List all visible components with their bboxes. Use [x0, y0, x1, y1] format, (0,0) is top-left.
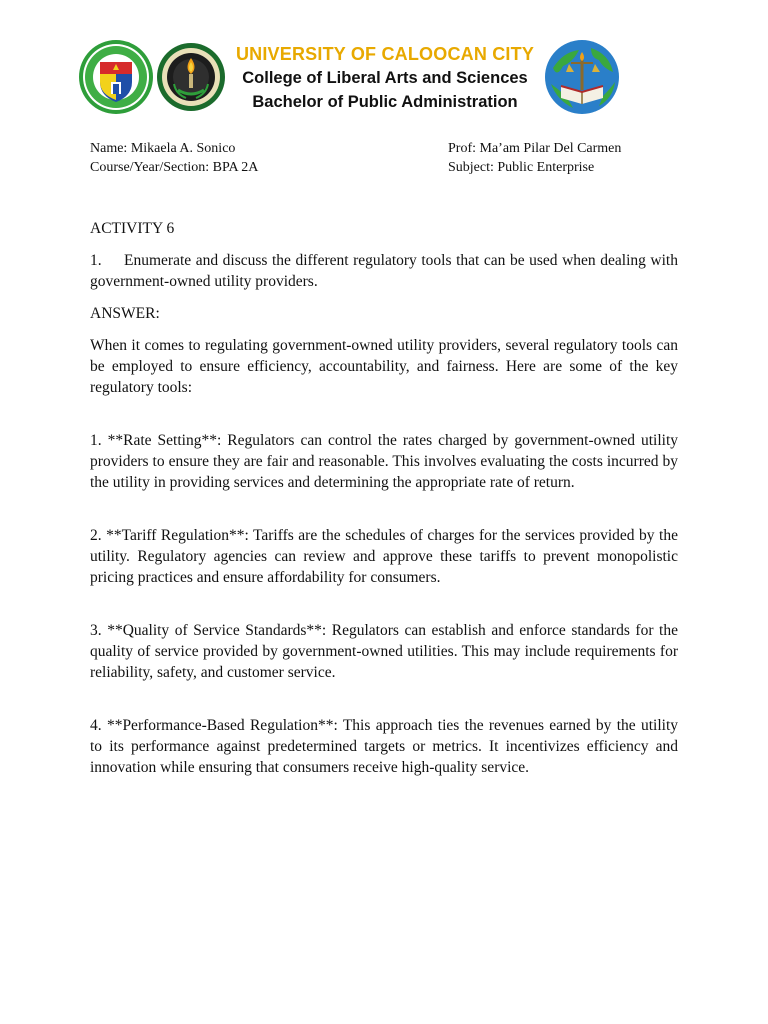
- activity-title: ACTIVITY 6: [90, 220, 175, 237]
- bpa-globe-logo: [543, 38, 621, 116]
- document-body: [90, 218, 678, 810]
- subject-name: Subject: Public Enterprise: [448, 160, 595, 175]
- college-name: College of Liberal Arts and Sciences: [242, 69, 528, 87]
- course-year-section: Course/Year/Section: BPA 2A: [90, 160, 259, 175]
- document-header: [228, 42, 542, 114]
- course-info: [448, 139, 621, 177]
- clas-seal-logo: [156, 40, 226, 114]
- tool-paragraph-quality-standards: 3. **Quality of Service Standards**: Regulators can establish and enforce standards for the quality of service provided by government-owned utilities. This may include requirements for reliability, safety, and customer service.: [90, 622, 678, 681]
- program-name: Bachelor of Public Administration: [252, 93, 518, 111]
- professor-name: Prof: Ma’am Pilar Del Carmen: [448, 141, 622, 156]
- student-info: [90, 139, 258, 177]
- question-text: Enumerate and discuss the different regulatory tools that can be used when dealing with government-owned utility providers.: [90, 252, 678, 290]
- tool-paragraph-tariff-regulation: 2. **Tariff Regulation**: Tariffs are the schedules of charges for the services provided by the utility. Regulatory agencies can review and approve these tariffs to prevent monopolistic pricing practices and ensure affordability for consumers.: [90, 527, 678, 586]
- student-name: Name: Mikaela A. Sonico: [90, 141, 236, 156]
- answer-heading: ANSWER:: [90, 305, 160, 322]
- question: [90, 250, 678, 292]
- tool-paragraph-rate-setting: 1. **Rate Setting**: Regulators can control the rates charged by government-owned utility providers to ensure they are fair and reasonable. This involves evaluating the costs incurred by the utility in providing services and determining the appropriate rate of return.: [90, 432, 678, 491]
- answer-intro: When it comes to regulating government-owned utility providers, several regulatory tools can be employed to ensure efficiency, accountability, and fairness. Here are some of the key regulatory tools:: [90, 337, 678, 396]
- tool-paragraph-performance-based: 4. **Performance-Based Regulation**: This approach ties the revenues earned by the utility to its performance against predetermined targets or metrics. It incentivizes efficiency and innovation while ensuring that consumers receive high-quality service.: [90, 717, 678, 776]
- question-number: 1.: [90, 252, 102, 269]
- university-seal-logo: [78, 38, 154, 116]
- university-name: UNIVERSITY OF CALOOCAN CITY: [235, 44, 535, 64]
